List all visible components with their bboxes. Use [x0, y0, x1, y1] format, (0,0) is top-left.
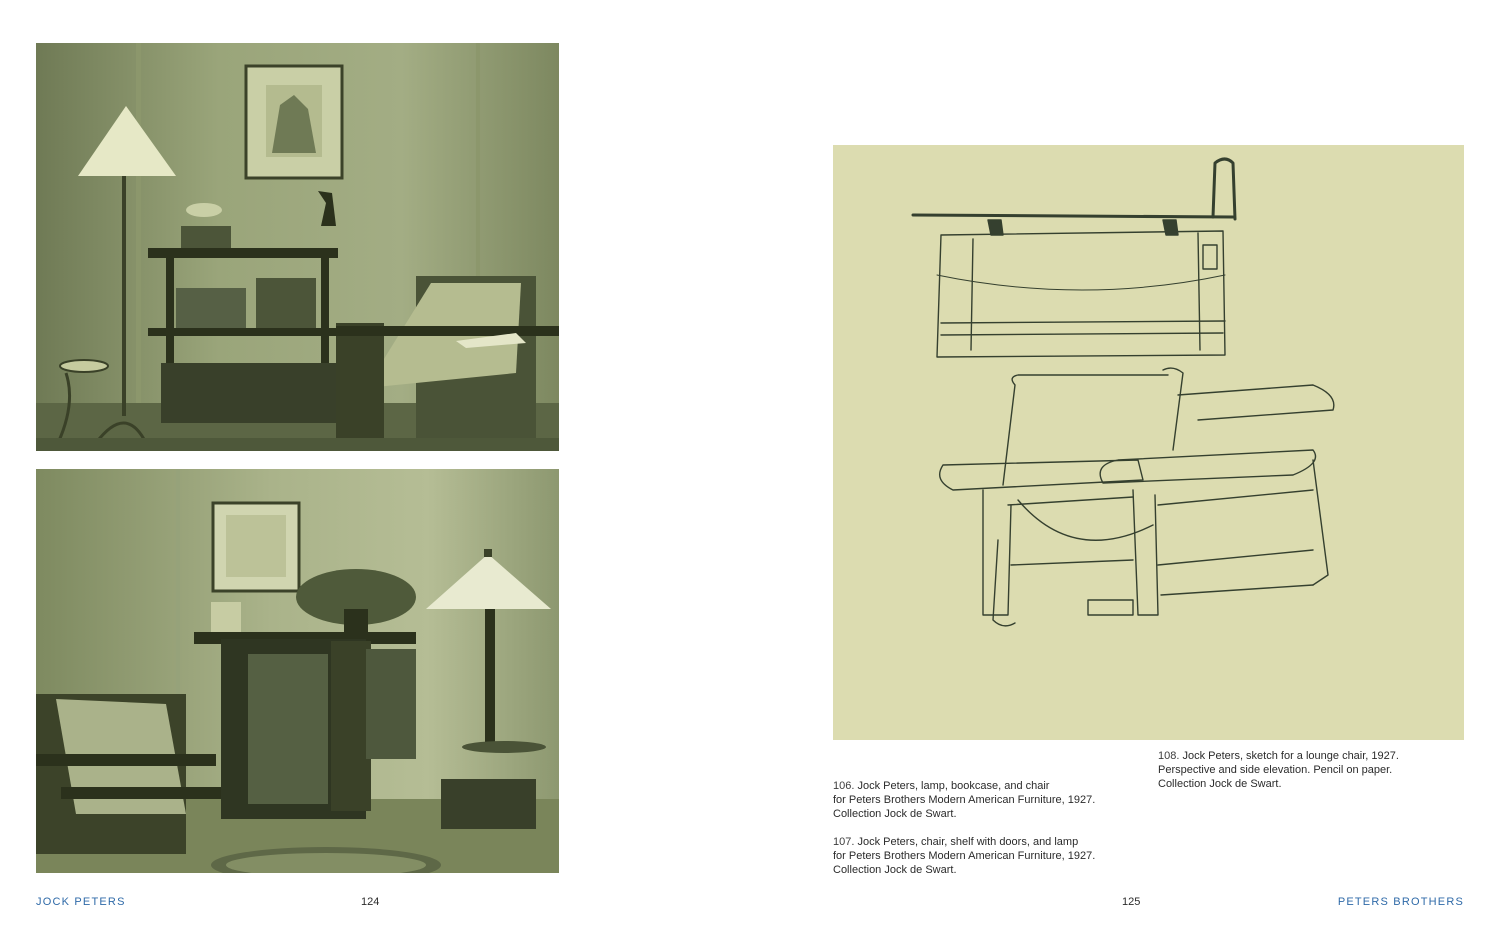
caption-107-line-2: for Peters Brothers Modern American Furniture, 1927. — [833, 850, 1096, 862]
page-number-left: 124 — [361, 896, 380, 908]
caption-figure-106 — [833, 779, 1133, 821]
caption-108-line-3: Collection Jock de Swart. — [1158, 778, 1282, 790]
caption-107-text-1: Jock Peters, chair, shelf with doors, and lamp — [857, 836, 1079, 848]
page-number-right: 125 — [1122, 896, 1141, 908]
photo-lamp-bookcase-chair — [36, 43, 559, 451]
caption-108-line-2: Perspective and side elevation. Pencil on paper. — [1158, 764, 1393, 776]
caption-figure-107 — [833, 835, 1133, 877]
caption-106-line-1 — [833, 779, 1133, 793]
caption-107-number: 107. — [833, 836, 855, 848]
photo-chair-shelf-lamp — [36, 469, 559, 873]
sketch-108-image — [833, 145, 1464, 740]
running-head-right: PETERS BROTHERS — [1337, 896, 1464, 908]
caption-108-line-1 — [1158, 749, 1458, 763]
caption-figure-108 — [1158, 749, 1458, 791]
caption-106-text-1: Jock Peters, lamp, bookcase, and chair — [857, 780, 1050, 792]
running-head-left: JOCK PETERS — [36, 896, 126, 908]
caption-106-line-2: for Peters Brothers Modern American Furniture, 1927. — [833, 794, 1096, 806]
caption-108-number: 108. — [1158, 750, 1180, 762]
caption-108-text-1: Jock Peters, sketch for a lounge chair, 1927. — [1182, 750, 1399, 762]
caption-106-line-3: Collection Jock de Swart. — [833, 808, 957, 820]
caption-107-line-1 — [833, 835, 1133, 849]
sketch-lounge-chair — [833, 145, 1464, 740]
caption-106-number: 106. — [833, 780, 855, 792]
photo-106-image — [36, 43, 559, 451]
photo-107-image — [36, 469, 559, 873]
caption-107-line-3: Collection Jock de Swart. — [833, 864, 957, 876]
